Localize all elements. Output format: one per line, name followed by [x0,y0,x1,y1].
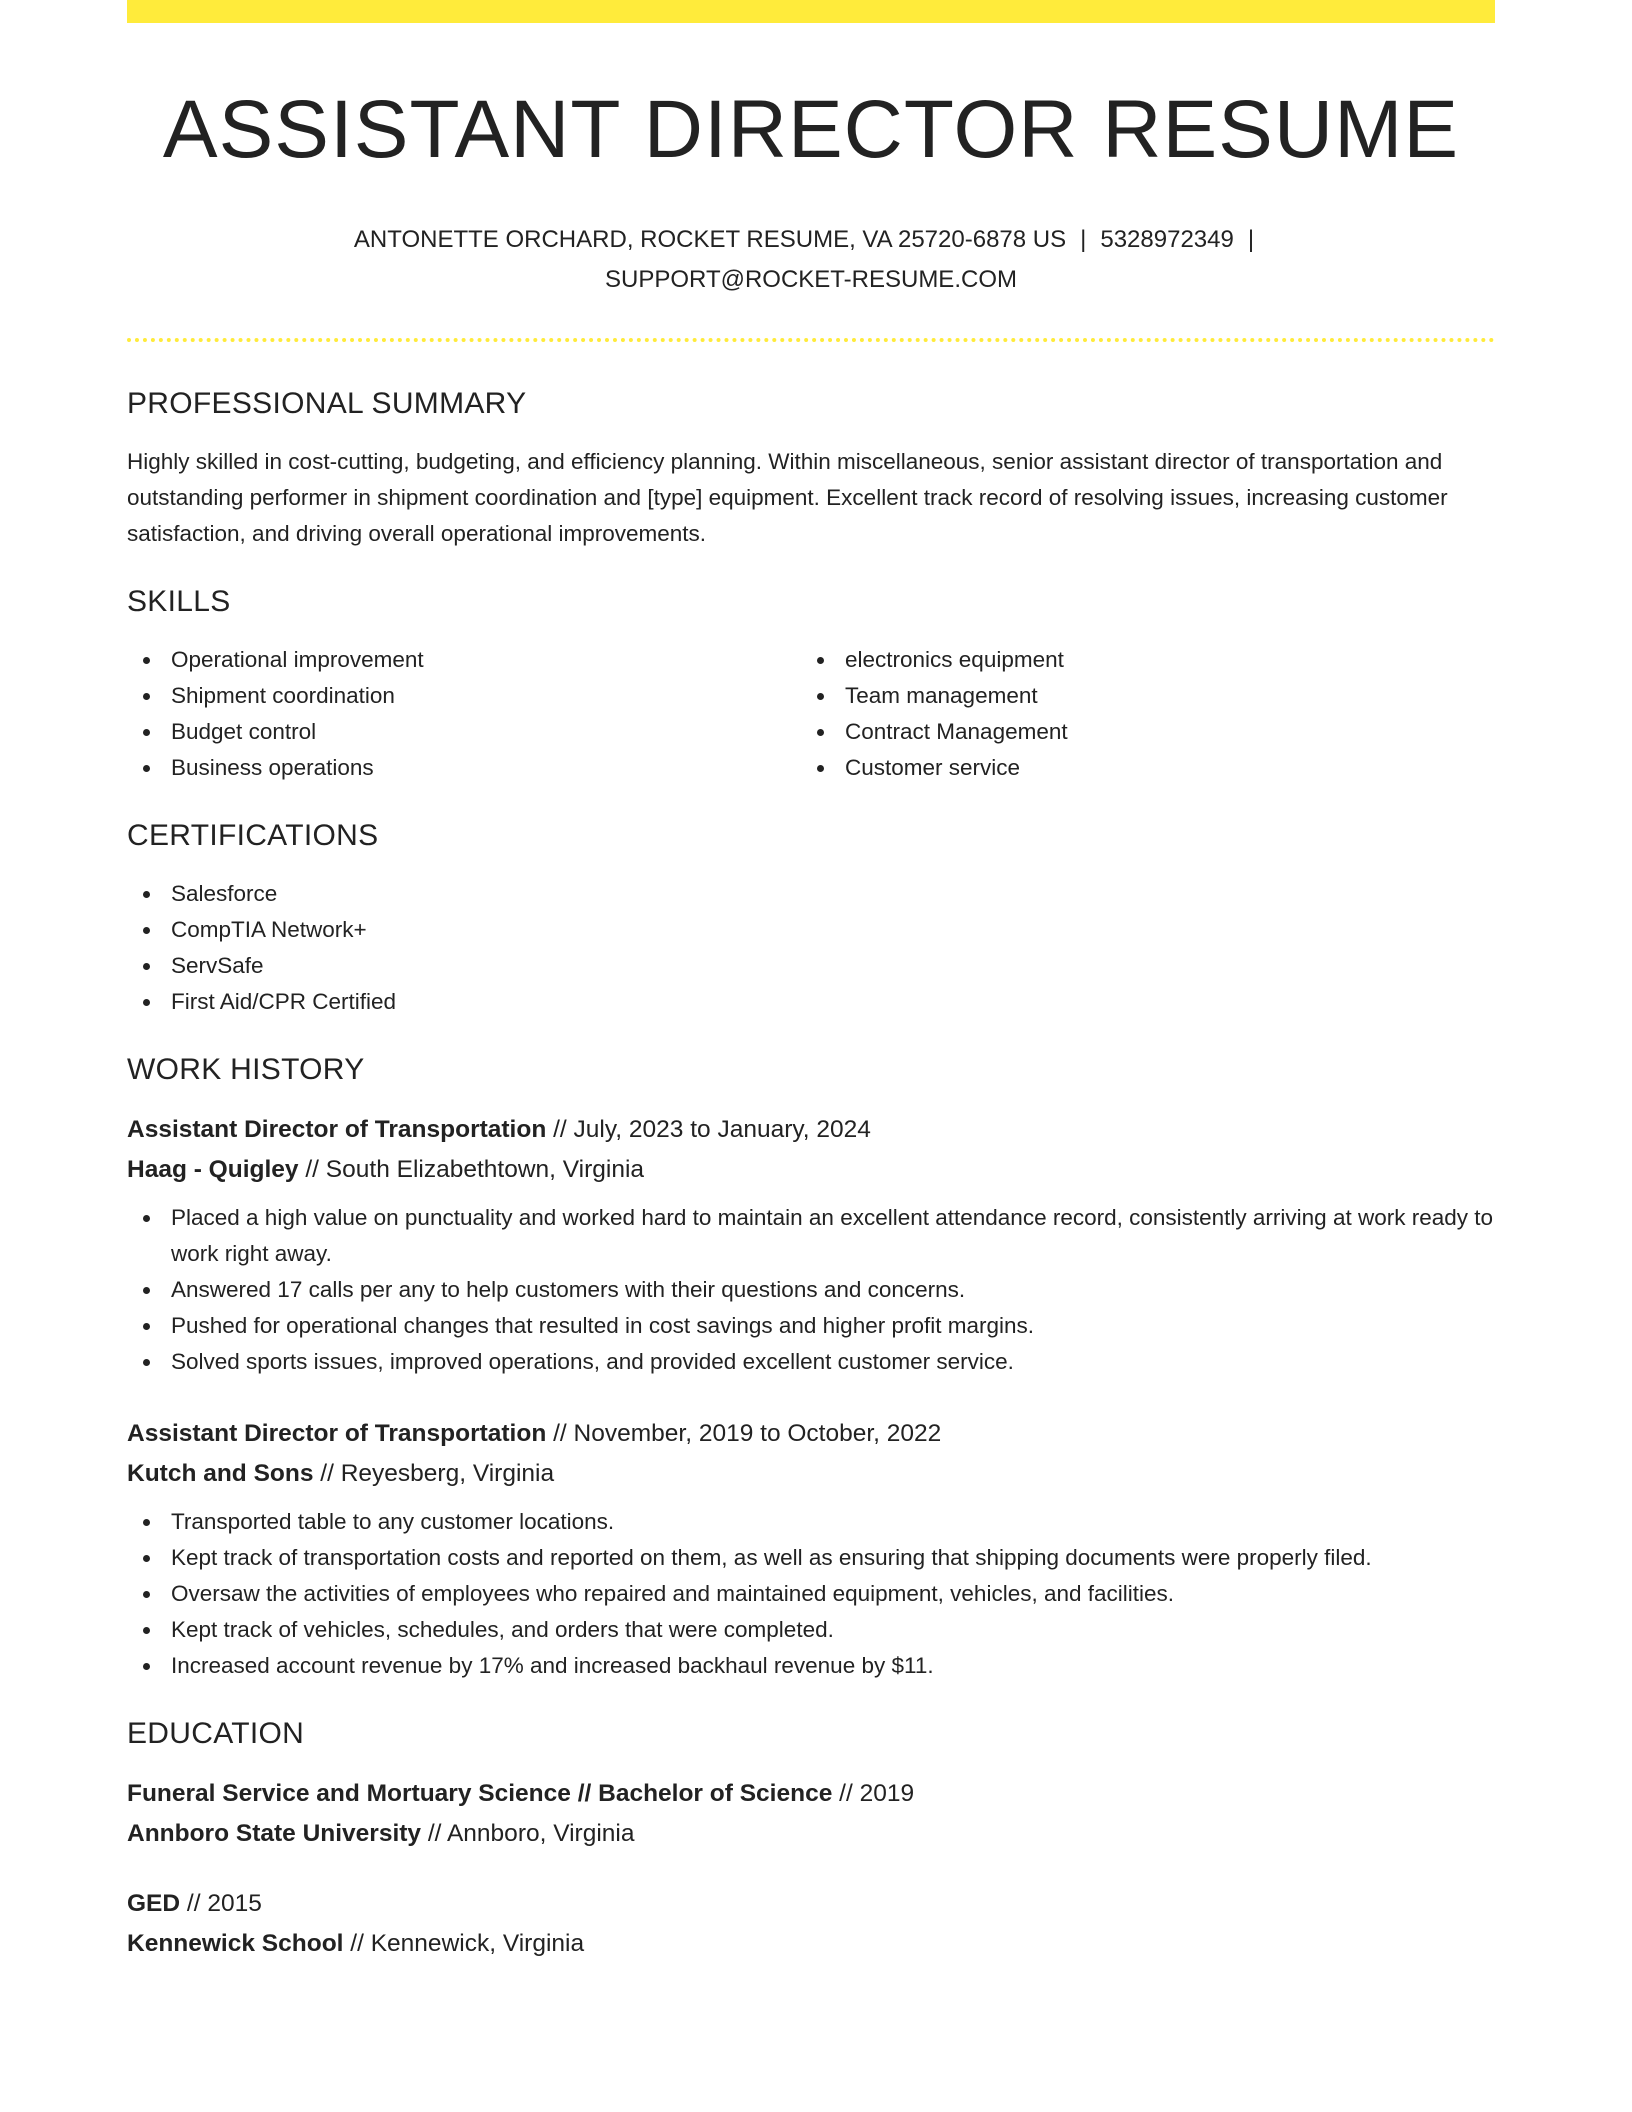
skill-item: Contract Management [801,714,1495,750]
dotted-divider [127,338,1495,342]
certification-item: CompTIA Network+ [127,912,1495,948]
skill-item: Budget control [127,714,801,750]
job-dates: November, 2019 to October, 2022 [573,1420,942,1447]
job-dates: July, 2023 to January, 2024 [573,1116,871,1143]
job-bullets [127,1504,1495,1684]
job-bullet: Solved sports issues, improved operations, and provided excellent customer service. [127,1344,1495,1380]
education-location: Annboro, Virginia [446,1820,635,1847]
skills-column-right [801,642,1495,786]
education-heading: EDUCATION [127,1717,305,1750]
job-company: Kutch and Sons [127,1460,314,1487]
skill-item: Customer service [801,750,1495,786]
education-year: 2015 [207,1890,262,1917]
resume-content [127,0,1495,1964]
job-title: Assistant Director of Transportation [127,1420,547,1447]
job-bullet: Placed a high value on punctuality and worked hard to maintain an excellent attendance record, consistently arriving at work ready to work right away. [127,1200,1495,1272]
page-title: ASSISTANT DIRECTOR RESUME [162,84,1460,175]
job-bullet: Increased account revenue by 17% and increased backhaul revenue by $11. [127,1648,1495,1684]
education-school: Kennewick School [127,1930,344,1957]
contact-phone: 5328972349 [1100,226,1234,253]
skill-item: Operational improvement [127,642,801,678]
education-school-line [127,1814,1495,1854]
job-bullet: Pushed for operational changes that resulted in cost savings and higher profit margins. [127,1308,1495,1344]
work-history-heading: WORK HISTORY [127,1053,365,1086]
separator: // [553,1420,567,1447]
job-location: South Elizabethtown, Virginia [325,1156,645,1183]
contact-address: ANTONETTE ORCHARD, ROCKET RESUME, VA 25720-6878 US [353,226,1067,253]
job-bullet: Kept track of transportation costs and reported on them, as well as ensuring that shipping documents were properly filed. [127,1540,1495,1576]
contact-info [127,220,1495,300]
job-title: Assistant Director of Transportation [127,1116,547,1143]
education-degree: Funeral Service and Mortuary Science // Bachelor of Science [127,1780,833,1807]
separator: // [320,1460,334,1487]
education-degree-line [127,1774,1495,1814]
certification-item: Salesforce [127,876,1495,912]
education-degree-line [127,1884,1495,1924]
education-degree: GED [127,1890,181,1917]
education-location: Kennewick, Virginia [370,1930,585,1957]
certifications-list [127,876,1495,1020]
summary-text: Highly skilled in cost-cutting, budgeting, and efficiency planning. Within miscellaneous, senior assistant director of transportation and outstanding performer in shipment coordination and [type] equipment. Excellent track record of resolving issues, increasing customer satisfaction, and driving overall operational improvements. [127,449,1448,546]
separator: // [350,1930,364,1957]
education-school-line [127,1924,1495,1964]
education-school: Annboro State University [127,1820,422,1847]
skill-item: Shipment coordination [127,678,801,714]
contact-separator: | [1247,226,1255,253]
skills-column-left [127,642,801,786]
contact-email[interactable]: SUPPORT@ROCKET-RESUME.COM [605,266,1017,293]
certification-item: ServSafe [127,948,1495,984]
job-bullet: Oversaw the activities of employees who repaired and maintained equipment, vehicles, and facilities. [127,1576,1495,1612]
job-company-line [127,1454,1495,1494]
certification-item: First Aid/CPR Certified [127,984,1495,1020]
education-year: 2019 [859,1780,915,1807]
separator: // [305,1156,319,1183]
job-bullet: Transported table to any customer locations. [127,1504,1495,1540]
separator: // [186,1890,201,1917]
job-company: Haag - Quigley [127,1156,299,1183]
skill-item: Business operations [127,750,801,786]
job-company-line [127,1150,1495,1190]
job-bullet: Answered 17 calls per any to help customers with their questions and concerns. [127,1272,1495,1308]
skills-heading: SKILLS [127,585,231,618]
job-bullet: Kept track of vehicles, schedules, and orders that were completed. [127,1612,1495,1648]
job-bullets [127,1200,1495,1380]
separator: // [839,1780,853,1807]
job-title-line [127,1414,1495,1454]
contact-separator: | [1080,226,1087,253]
job-location: Reyesberg, Virginia [340,1460,555,1487]
skill-item: electronics equipment [801,642,1495,678]
skill-item: Team management [801,678,1495,714]
certifications-heading: CERTIFICATIONS [127,819,379,852]
summary-heading: PROFESSIONAL SUMMARY [127,387,527,420]
job-title-line [127,1110,1495,1150]
separator: // [553,1116,567,1143]
separator: // [427,1820,442,1847]
skills-list [127,642,1495,786]
